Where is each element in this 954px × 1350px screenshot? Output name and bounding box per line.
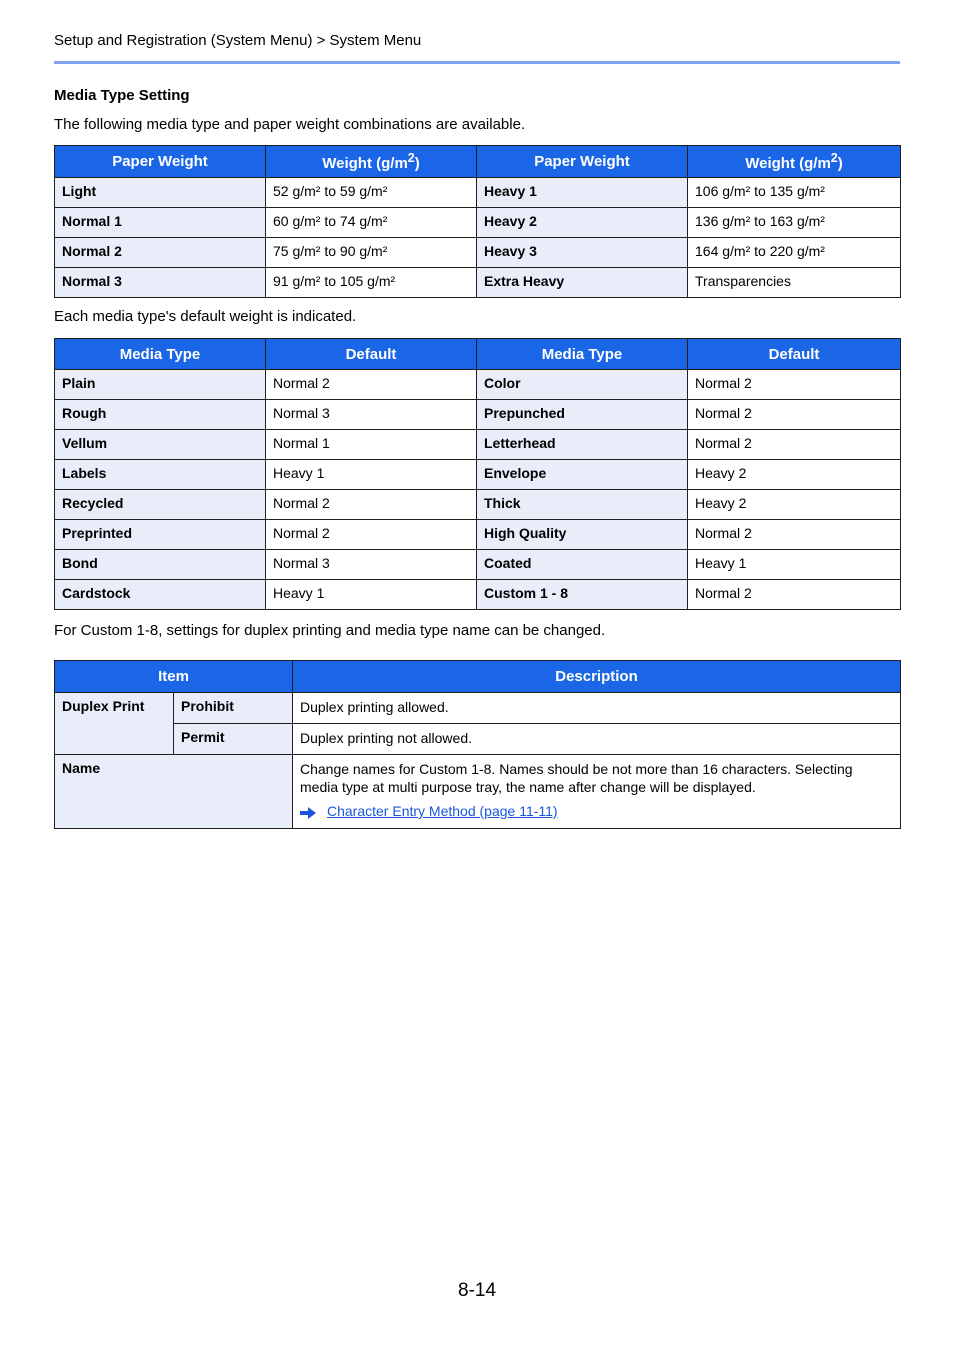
value-cell: Normal 2 [266,490,477,520]
reference-link-row [300,802,892,828]
character-entry-link[interactable]: Character Entry Method (page 11-11) [327,803,558,819]
row-label-cell: Preprinted [55,520,266,550]
column-header: Default [688,339,901,370]
value-cell: 60 g/m² to 74 g/m² [266,208,477,238]
row-label-cell: Heavy 2 [477,208,688,238]
value-cell: 91 g/m² to 105 g/m² [266,268,477,298]
prohibit-description: Duplex printing allowed. [293,693,901,724]
intro-text: The following media type and paper weight combinations are available. [54,116,526,133]
table-row [55,238,901,268]
row-label-cell: Normal 2 [55,238,266,268]
value-cell: 106 g/m² to 135 g/m² [688,178,901,208]
name-description: Change names for Custom 1-8. Names should be not more than 16 characters. Selecting media type at multi purpose tray, the name after change will be displayed. [300,761,853,795]
table-row [55,580,901,610]
value-cell: 75 g/m² to 90 g/m² [266,238,477,268]
prohibit-label: Prohibit [174,693,293,724]
column-header: Weight $(g/m^2)$ [688,146,901,178]
page-number: 8-14 [458,1280,497,1301]
media-default-table [54,338,901,610]
table-row [55,400,901,430]
value-cell: Normal 2 [688,430,901,460]
value-cell: 52 g/m² to 59 g/m² [266,178,477,208]
value-cell: Heavy 2 [688,490,901,520]
value-cell: Normal 2 [266,520,477,550]
value-cell: Normal 2 [688,400,901,430]
defaults-intro-text: Each media type's default weight is indicated. [54,308,357,325]
value-cell: Heavy 1 [266,580,477,610]
value-cell: Heavy 2 [688,460,901,490]
value-cell: 136 g/m² to 163 g/m² [688,208,901,238]
value-cell: Heavy 1 [266,460,477,490]
permit-description: Duplex printing not allowed. [293,724,901,755]
custom-intro-text: For Custom 1-8, settings for duplex printing and media type name can be changed. [54,622,606,639]
column-header: Default [266,339,477,370]
value-cell: Normal 3 [266,550,477,580]
row-label-cell: Cardstock [55,580,266,610]
row-label-cell: Envelope [477,460,688,490]
row-label-cell: Letterhead [477,430,688,460]
value-cell: Normal 3 [266,400,477,430]
name-description-cell [293,755,901,829]
table-row [55,550,901,580]
column-header: Paper Weight [477,146,688,178]
value-cell: Normal 2 [266,370,477,400]
table-row [55,460,901,490]
column-header: Weight $(g/m^2)$ [266,146,477,178]
row-label-cell: Custom 1 - 8 [477,580,688,610]
table-row [55,693,901,724]
row-label-cell: Bond [55,550,266,580]
header-divider [54,61,900,64]
row-label-cell: Color [477,370,688,400]
column-header: Media Type [55,339,266,370]
table-row [55,208,901,238]
row-label-cell: Coated [477,550,688,580]
table-header-row [55,146,901,178]
value-cell: Heavy 1 [688,550,901,580]
value-cell: Normal 2 [688,580,901,610]
table-row [55,490,901,520]
table-row [55,430,901,460]
breadcrumb: Setup and Registration (System Menu) > System Menu [54,32,422,49]
row-label-cell: Rough [55,400,266,430]
row-label-cell: Normal 1 [55,208,266,238]
row-label-cell: Thick [477,490,688,520]
row-label-cell: Prepunched [477,400,688,430]
table-row [55,755,901,829]
column-header: Paper Weight [55,146,266,178]
section-title: Media Type Setting [54,87,190,104]
column-header: Description [293,661,901,693]
custom-settings-table [54,660,901,829]
row-label-cell: Normal 3 [55,268,266,298]
arrow-right-icon [300,805,316,817]
row-label-cell: Vellum [55,430,266,460]
row-label-cell: Extra Heavy [477,268,688,298]
table-row [55,178,901,208]
row-label-cell: Light [55,178,266,208]
row-label-cell: Labels [55,460,266,490]
row-label-cell: Heavy 1 [477,178,688,208]
name-label: Name [55,755,293,829]
table-row [55,724,901,755]
table-header-row [55,339,901,370]
value-cell: 164 g/m² to 220 g/m² [688,238,901,268]
value-cell: Normal 2 [688,520,901,550]
column-header: Item [55,661,293,693]
row-label-cell: Recycled [55,490,266,520]
row-label-cell: High Quality [477,520,688,550]
table-row [55,520,901,550]
row-label-cell: Plain [55,370,266,400]
row-label-cell: Heavy 3 [477,238,688,268]
paper-weight-table [54,145,901,298]
value-cell: Transparencies [688,268,901,298]
value-cell: Normal 1 [266,430,477,460]
value-cell: Normal 2 [688,370,901,400]
duplex-print-label: Duplex Print [55,693,174,755]
permit-label: Permit [174,724,293,755]
table-row [55,268,901,298]
table-header-row [55,661,901,693]
column-header: Media Type [477,339,688,370]
table-row [55,370,901,400]
